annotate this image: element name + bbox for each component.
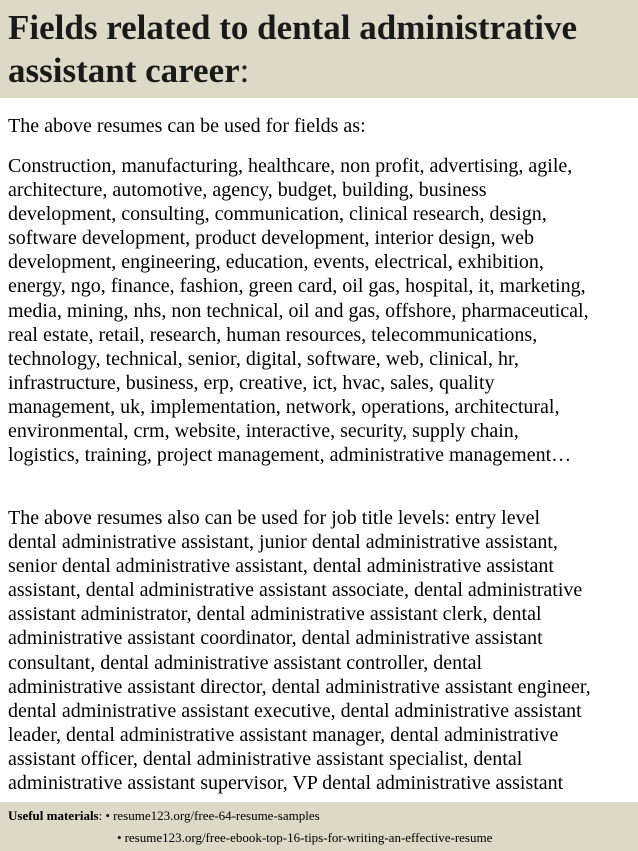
footer-row-2 bbox=[117, 830, 492, 846]
useful-materials-colon: : bbox=[98, 808, 103, 823]
title-banner bbox=[0, 0, 638, 98]
bullet-icon: • bbox=[117, 830, 122, 845]
useful-materials-footer bbox=[0, 802, 638, 851]
job-levels-paragraph: The above resumes also can be used for job title levels: entry level dental administrative assistant, junior dental administrative assistant, senior dental administrative assistant, dental administrative assistant assistant, dental administrative assistant associate, dental administrative assistant administrator, dental administrative assistant clerk, dental administrative assistant coordinator, dental administrative assistant consultant, dental administrative assistant controller, dental administrative assistant director, dental administrative assistant engineer, dental administrative assistant executive, dental administrative assistant leader, dental administrative assistant manager, dental administrative assistant officer, dental administrative assistant specialist, dental administrative assistant supervisor, VP dental administrative assistant bbox=[8, 507, 591, 795]
fields-paragraph: Construction, manufacturing, healthcare, non profit, advertising, agile, architecture, automotive, agency, budget, building, business development, consulting, communication, clinical research, design, software development, product development, interior design, web development, engineering, education, events, electrical, exhibition, energy, ngo, finance, fashion, green card, oil gas, hospital, it, marketing, media, mining, nhs, non technical, oil and gas, offshore, pharmaceutical, real estate, retail, research, human resources, telecommunications, technology, technical, senior, digital, software, web, clinical, hr, infrastructure, business, erp, creative, ict, hvac, sales, quality management, uk, implementation, network, operations, architectural, environmental, crm, website, interactive, security, supply chain, logistics, training, project management, administrative management… bbox=[8, 155, 589, 467]
useful-materials-label: Useful materials bbox=[8, 808, 99, 823]
intro-text: The above resumes can be used for fields as: bbox=[8, 115, 366, 137]
resource-link-2[interactable]: resume123.org/free-ebook-top-16-tips-for-writing-an-effective-resume bbox=[124, 830, 493, 845]
resource-link-1[interactable]: resume123.org/free-64-resume-samples bbox=[113, 808, 320, 823]
page-title-colon: : bbox=[239, 51, 250, 90]
page-title-text: Fields related to dental administrative assistant career bbox=[8, 8, 578, 90]
bullet-icon: • bbox=[105, 808, 111, 823]
page-title bbox=[8, 6, 628, 92]
footer-row-1 bbox=[8, 808, 320, 824]
